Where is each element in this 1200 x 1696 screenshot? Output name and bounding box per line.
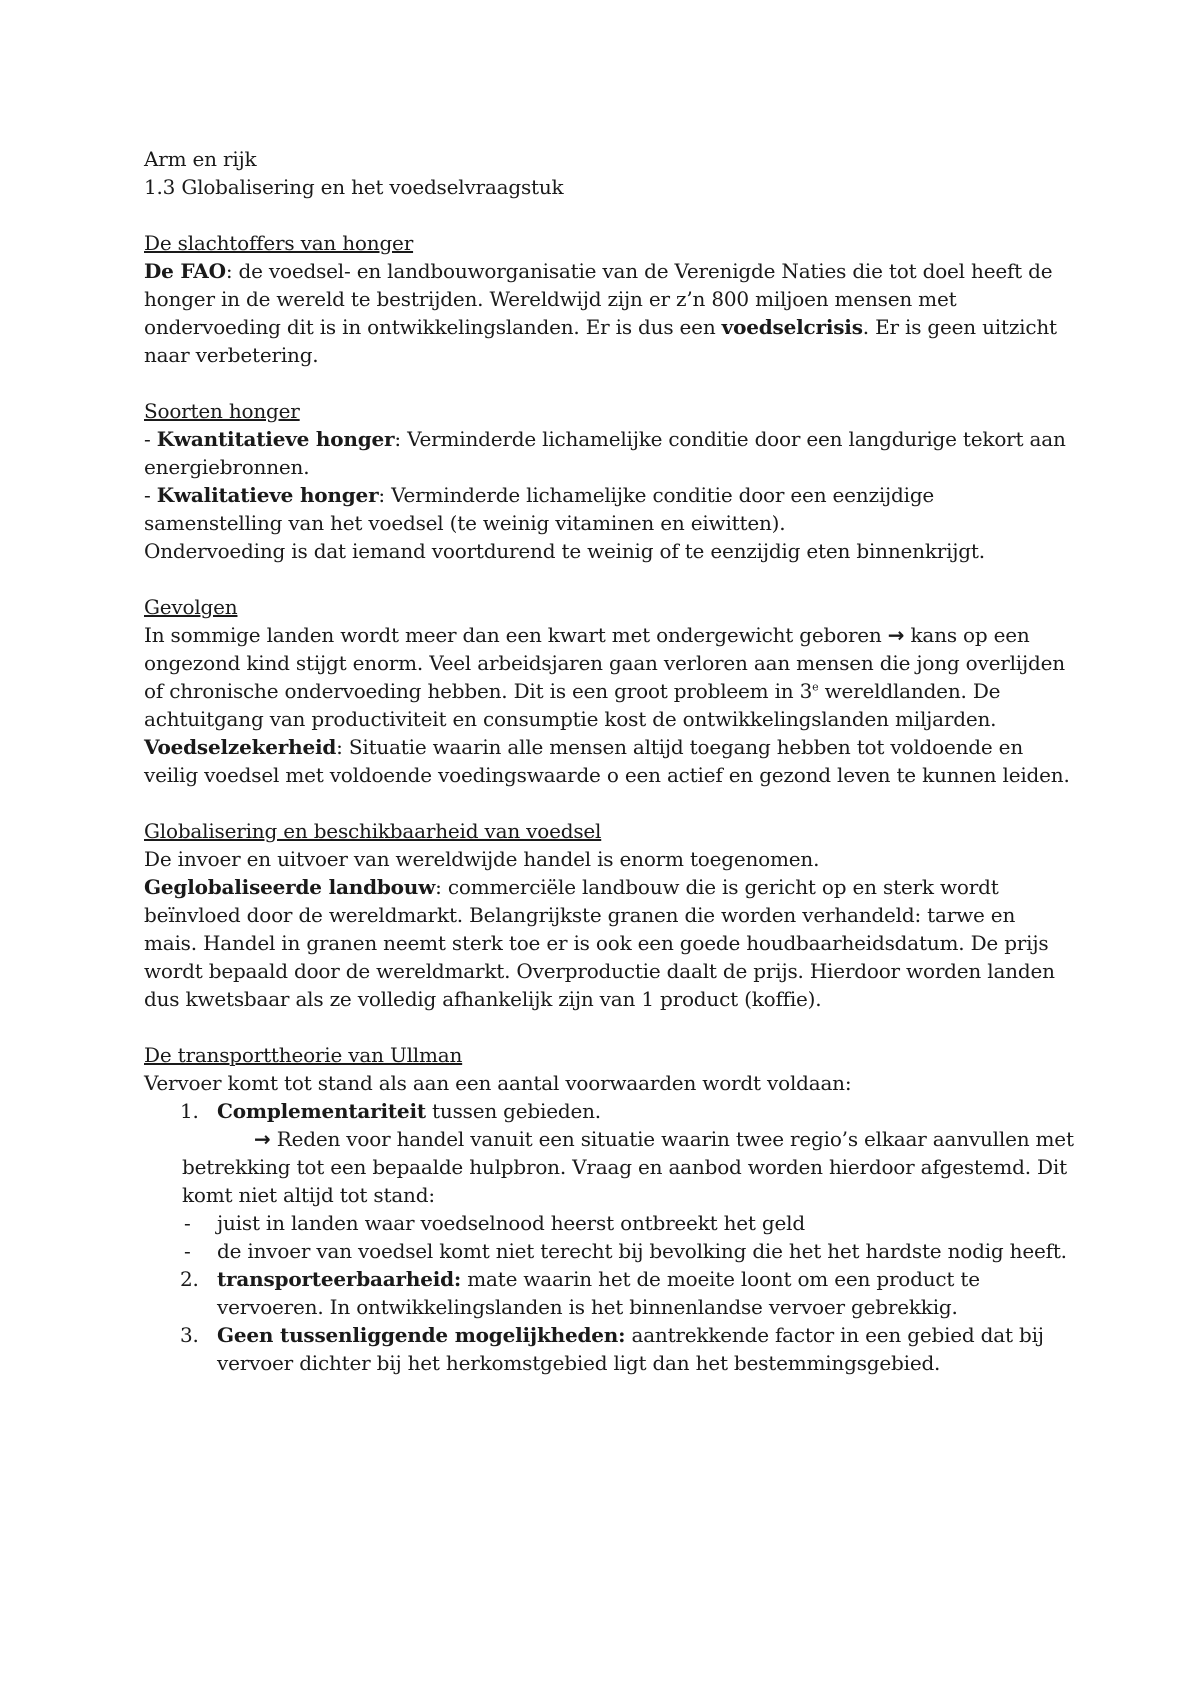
paragraph-kwalitatief: - Kwalitatieve honger: Verminderde lichamelijke conditie door een eenzijdige samenstelling van het voedsel (te weinig vitaminen en eiwitten). xyxy=(144,483,935,535)
term-geen-tussenliggende-mogelijkheden: Geen tussenliggende mogelijkheden: xyxy=(217,1323,626,1347)
term-kwantitatieve-honger: Kwantitatieve honger xyxy=(156,427,395,451)
paragraph-fao: De FAO: de voedsel- en landbouworganisatie van de Verenigde Naties die tot doel heeft de honger in de wereld te bestrijden. Wereldwijd zijn er z’n 800 miljoen mensen met ondervoeding dit is in ontwikkelingslanden. Er is dus een voedselcrisis. Er is geen uitzicht naar verbetering. xyxy=(144,259,1057,367)
term-fao: De FAO xyxy=(144,259,226,283)
paragraph-ullman-intro: Vervoer komt tot stand als aan een aantal voorwaarden wordt voldaan: xyxy=(144,1071,852,1095)
heading-globalisering: Globalisering en beschikbaarheid van voedsel xyxy=(144,819,602,843)
numbered-list xyxy=(144,1097,1074,1125)
superscript: e xyxy=(812,680,819,694)
term-complementariteit: Complementariteit xyxy=(217,1099,426,1123)
list-item: 2. transporteerbaarheid: mate waarin het de moeite loont om een product te vervoeren. In ontwikkelingslanden is het binnenlandse vervoer gebrekkig. xyxy=(180,1267,980,1319)
spacer xyxy=(144,1013,1074,1041)
term-kwalitatieve-honger: Kwalitatieve honger xyxy=(156,483,379,507)
term-voedselzekerheid: Voedselzekerheid xyxy=(144,735,337,759)
paragraph-invoer: De invoer en uitvoer van wereldwijde handel is enorm toegenomen. xyxy=(144,847,820,871)
arrow-right-icon: → xyxy=(887,623,905,647)
heading-gevolgen: Gevolgen xyxy=(144,595,238,619)
term-transporteerbaarheid: transporteerbaarheid: xyxy=(217,1267,462,1291)
spacer xyxy=(144,565,1074,593)
spacer xyxy=(144,789,1074,817)
paragraph-kwantitatief: - Kwantitatieve honger: Verminderde lichamelijke conditie door een langdurige tekort aan energiebronnen. xyxy=(144,427,1066,479)
list-item: - de invoer van voedsel komt niet terecht bij bevolking die het het hardste nodig heeft. xyxy=(184,1239,1067,1263)
list-item: 3. Geen tussenliggende mogelijkheden: aantrekkende factor in een gebied dat bij vervoer dichter bij het herkomstgebied ligt dan het bestemmingsgebied. xyxy=(180,1323,1044,1375)
numbered-list xyxy=(144,1265,1074,1377)
doc-subtitle: 1.3 Globalisering en het voedselvraagstuk xyxy=(144,175,564,199)
spacer xyxy=(144,369,1074,397)
heading-soorten-honger: Soorten honger xyxy=(144,399,300,423)
term-voedselcrisis: voedselcrisis xyxy=(721,315,863,339)
heading-ullman: De transporttheorie van Ullman xyxy=(144,1043,463,1067)
document-page xyxy=(144,145,1074,1377)
paragraph-complementariteit-detail: → Reden voor handel vanuit een situatie waarin twee regio’s elkaar aanvullen met betrekking tot een bepaalde hulpbron. Vraag en aanbod worden hierdoor afgestemd. Dit komt niet altijd tot stand: xyxy=(182,1127,1074,1207)
list-item: - juist in landen waar voedselnood heerst ontbreekt het geld xyxy=(184,1211,805,1235)
paragraph-geglobaliseerde-landbouw: Geglobaliseerde landbouw: commerciële landbouw die is gericht op en sterk wordt beïnvloed door de wereldmarkt. Belangrijkste granen die worden verhandeld: tarwe en mais. Handel in granen neemt sterk toe er is ook een goede houdbaarheidsdatum. De prijs wordt bepaald door de wereldmarkt. Overproductie daalt de prijs. Hierdoor worden landen dus kwetsbaar als ze volledig afhankelijk zijn van 1 product (koffie). xyxy=(144,875,1055,1011)
term-geglobaliseerde-landbouw: Geglobaliseerde landbouw xyxy=(144,875,436,899)
spacer xyxy=(144,201,1074,229)
paragraph-voedselzekerheid: Voedselzekerheid: Situatie waarin alle mensen altijd toegang hebben tot voldoende en veilig voedsel met voldoende voedingswaarde o een actief en gezond leven te kunnen leiden. xyxy=(144,735,1070,787)
list-item: 1. Complementariteit tussen gebieden. xyxy=(180,1099,601,1123)
heading-slachtoffers: De slachtoffers van honger xyxy=(144,231,414,255)
dash-list xyxy=(144,1209,1074,1265)
doc-title: Arm en rijk xyxy=(144,147,257,171)
paragraph-gevolgen: In sommige landen wordt meer dan een kwart met ondergewicht geboren → kans op een ongezond kind stijgt enorm. Veel arbeidsjaren gaan verloren aan mensen die jong overlijden of chronische ondervoeding hebben. Dit is een groot probleem in 3e wereldlanden. De achtuitgang van productiviteit en consumptie kost de ontwikkelingslanden miljarden. xyxy=(144,623,1065,731)
paragraph-ondervoeding: Ondervoeding is dat iemand voortdurend te weinig of te eenzijdig eten binnenkrijgt. xyxy=(144,539,985,563)
arrow-right-icon: → xyxy=(254,1127,271,1151)
